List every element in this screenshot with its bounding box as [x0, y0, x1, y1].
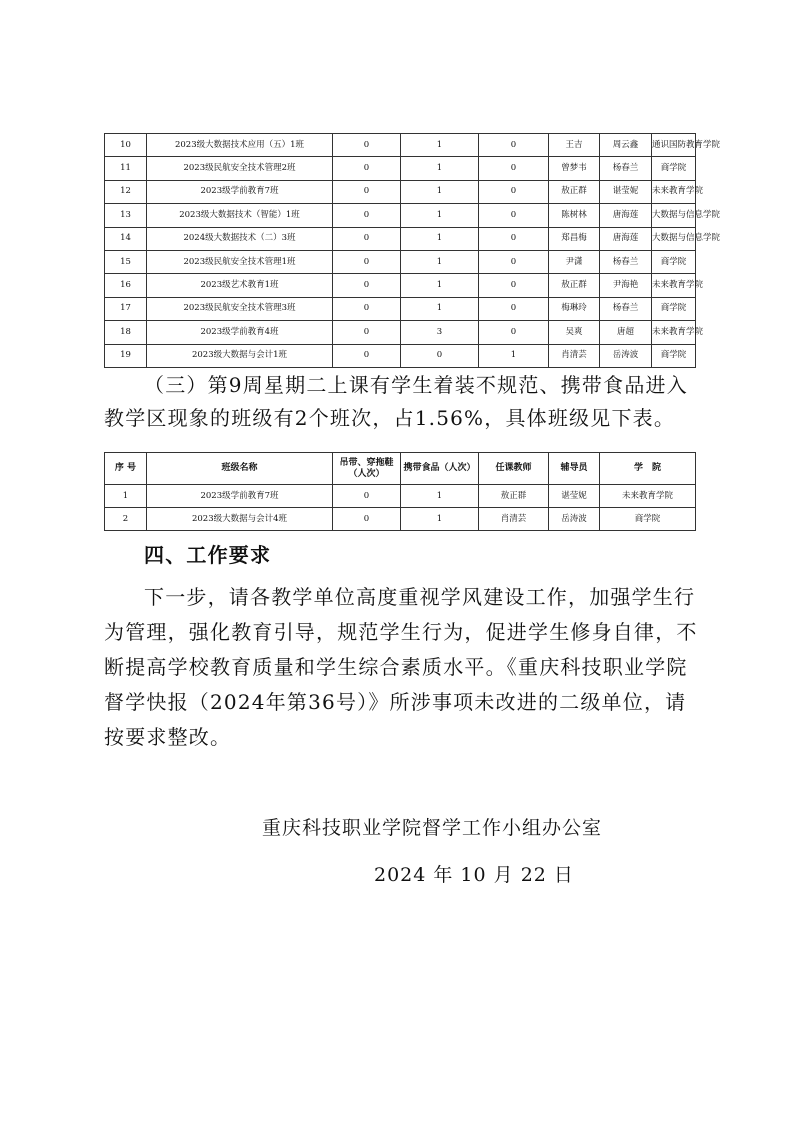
table-cell: 0 [333, 321, 401, 344]
table-cell: 2023级民航安全技术管理1班 [147, 250, 333, 273]
table-cell: 1 [401, 157, 479, 180]
table-row [105, 508, 696, 531]
table-cell: 0 [333, 297, 401, 320]
table-cell: 2023级民航安全技术管理2班 [147, 157, 333, 180]
table-row [105, 274, 696, 297]
table-cell: 杨春兰 [600, 297, 652, 320]
table-cell: 15 [105, 250, 147, 273]
table-row [105, 134, 696, 157]
table-cell: 19 [105, 344, 147, 367]
table-cell: 1 [401, 485, 479, 508]
signature-date: 2024 年 10 月 22 日 [374, 864, 574, 886]
table-row [105, 227, 696, 250]
table-cell: 2023级学前教育7班 [147, 180, 333, 203]
table-cell: 2024级大数据技术（二）3班 [147, 227, 333, 250]
table-cell: 杨春兰 [600, 250, 652, 273]
header-class-name: 班级名称 [147, 453, 333, 485]
table-cell: 未来教育学院 [652, 274, 696, 297]
table-cell: 0 [479, 297, 549, 320]
table-cell: 未来教育学院 [600, 485, 696, 508]
table-row [105, 250, 696, 273]
table-cell: 16 [105, 274, 147, 297]
section4-heading: 四、工作要求 [144, 543, 272, 567]
table-cell: 商学院 [600, 508, 696, 531]
table-cell: 0 [333, 180, 401, 203]
table-cell: 岳涛波 [600, 344, 652, 367]
table-cell: 0 [333, 134, 401, 157]
class-violation-table-continued [104, 133, 721, 368]
table-cell: 大数据与信息学院 [652, 227, 696, 250]
header-index: 序 号 [105, 453, 147, 485]
table-cell: 1 [479, 344, 549, 367]
header-food: 携带食品（人次） [401, 453, 479, 485]
table-cell: 0 [479, 134, 549, 157]
header-teacher: 任课教师 [479, 453, 549, 485]
table-cell: 1 [401, 508, 479, 531]
table-cell: 商学院 [652, 250, 696, 273]
table-cell: 0 [479, 180, 549, 203]
table-row [105, 485, 696, 508]
header-dress: 吊带、穿拖鞋（人次） [333, 453, 401, 485]
table-cell: 0 [333, 344, 401, 367]
table-cell: 唐海莲 [600, 227, 652, 250]
table-cell: 2023级民航安全技术管理3班 [147, 297, 333, 320]
table-cell: 2023级学前教育7班 [147, 485, 333, 508]
header-college: 学 院 [600, 453, 696, 485]
table-cell: 杨春兰 [600, 157, 652, 180]
table-cell: 敖正群 [549, 274, 600, 297]
table-row [105, 204, 696, 227]
table-cell: 大数据与信息学院 [652, 204, 696, 227]
table-cell: 1 [401, 227, 479, 250]
table-cell: 岳涛波 [549, 508, 600, 531]
table-cell: 1 [401, 250, 479, 273]
table-cell: 10 [105, 134, 147, 157]
table-cell: 13 [105, 204, 147, 227]
table-cell: 梅琳玲 [549, 297, 600, 320]
table-row [105, 344, 696, 367]
table-cell: 0 [479, 250, 549, 273]
table-header-row [105, 453, 696, 485]
table-cell: 敖正群 [479, 485, 549, 508]
dress-food-violation-table [104, 452, 696, 531]
table-cell: 2023级大数据与会计1班 [147, 344, 333, 367]
table-row [105, 297, 696, 320]
table-cell: 谌莹妮 [549, 485, 600, 508]
table-cell: 0 [333, 485, 401, 508]
table-cell: 0 [333, 508, 401, 531]
table-cell: 吴爽 [549, 321, 600, 344]
table-cell: 陈树林 [549, 204, 600, 227]
table-cell: 0 [479, 157, 549, 180]
table-cell: 1 [401, 297, 479, 320]
table-cell: 2023级艺术教育1班 [147, 274, 333, 297]
table-cell: 商学院 [652, 297, 696, 320]
table-cell: 12 [105, 180, 147, 203]
section3-paragraph: （三）第9周星期二上课有学生着装不规范、携带食品进入教学区现象的班级有2个班次，占1.56%，具体班级见下表。 [104, 373, 688, 430]
table-cell: 唐超 [600, 321, 652, 344]
table-cell: 敖正群 [549, 180, 600, 203]
table-row [105, 180, 696, 203]
table-cell: 未来教育学院 [652, 321, 696, 344]
table-cell: 1 [401, 204, 479, 227]
table-cell: 肖清芸 [479, 508, 549, 531]
table-cell: 0 [479, 321, 549, 344]
table-cell: 0 [479, 274, 549, 297]
table-cell: 2 [105, 508, 147, 531]
table-cell: 通识国防教育学院 [652, 134, 696, 157]
table-cell: 1 [401, 274, 479, 297]
table-cell: 0 [333, 157, 401, 180]
table-cell: 11 [105, 157, 147, 180]
table-cell: 唐海莲 [600, 204, 652, 227]
table-cell: 0 [333, 204, 401, 227]
table-cell: 商学院 [652, 344, 696, 367]
header-counselor: 辅导员 [549, 453, 600, 485]
table-row [105, 157, 696, 180]
table-cell: 王吉 [549, 134, 600, 157]
table-cell: 0 [479, 204, 549, 227]
table-cell: 18 [105, 321, 147, 344]
table-cell: 周云鑫 [600, 134, 652, 157]
table-cell: 17 [105, 297, 147, 320]
table-cell: 14 [105, 227, 147, 250]
table-cell: 郑昌梅 [549, 227, 600, 250]
table-cell: 0 [401, 344, 479, 367]
table-cell: 肖清芸 [549, 344, 600, 367]
table-cell: 0 [333, 250, 401, 273]
table-cell: 1 [105, 485, 147, 508]
table-cell: 谌莹妮 [600, 180, 652, 203]
table-cell: 未来教育学院 [652, 180, 696, 203]
table-cell: 1 [401, 134, 479, 157]
table-cell: 商学院 [652, 157, 696, 180]
table-cell: 2023级大数据与会计4班 [147, 508, 333, 531]
table-cell: 2023级大数据技术（智能）1班 [147, 204, 333, 227]
table-cell: 0 [479, 227, 549, 250]
table-cell: 曾梦韦 [549, 157, 600, 180]
table-row [105, 321, 696, 344]
table-cell: 3 [401, 321, 479, 344]
signature-organization: 重庆科技职业学院督学工作小组办公室 [262, 817, 603, 839]
section4-paragraph: 下一步，请各教学单位高度重视学风建设工作，加强学生行为管理，强化教育引导，规范学生行为，促进学生修身自律，不断提高学校教育质量和学生综合素质水平。《重庆科技职业学院督学快报（2024年第36号）》所涉事项未改进的二级单位，请按要求整改。 [104, 585, 698, 749]
table-cell: 2023级大数据技术应用（五）1班 [147, 134, 333, 157]
table-cell: 2023级学前教育4班 [147, 321, 333, 344]
table-cell: 1 [401, 180, 479, 203]
table-cell: 0 [333, 227, 401, 250]
table-cell: 0 [333, 274, 401, 297]
table-cell: 尹潇 [549, 250, 600, 273]
table-cell: 尹海艳 [600, 274, 652, 297]
